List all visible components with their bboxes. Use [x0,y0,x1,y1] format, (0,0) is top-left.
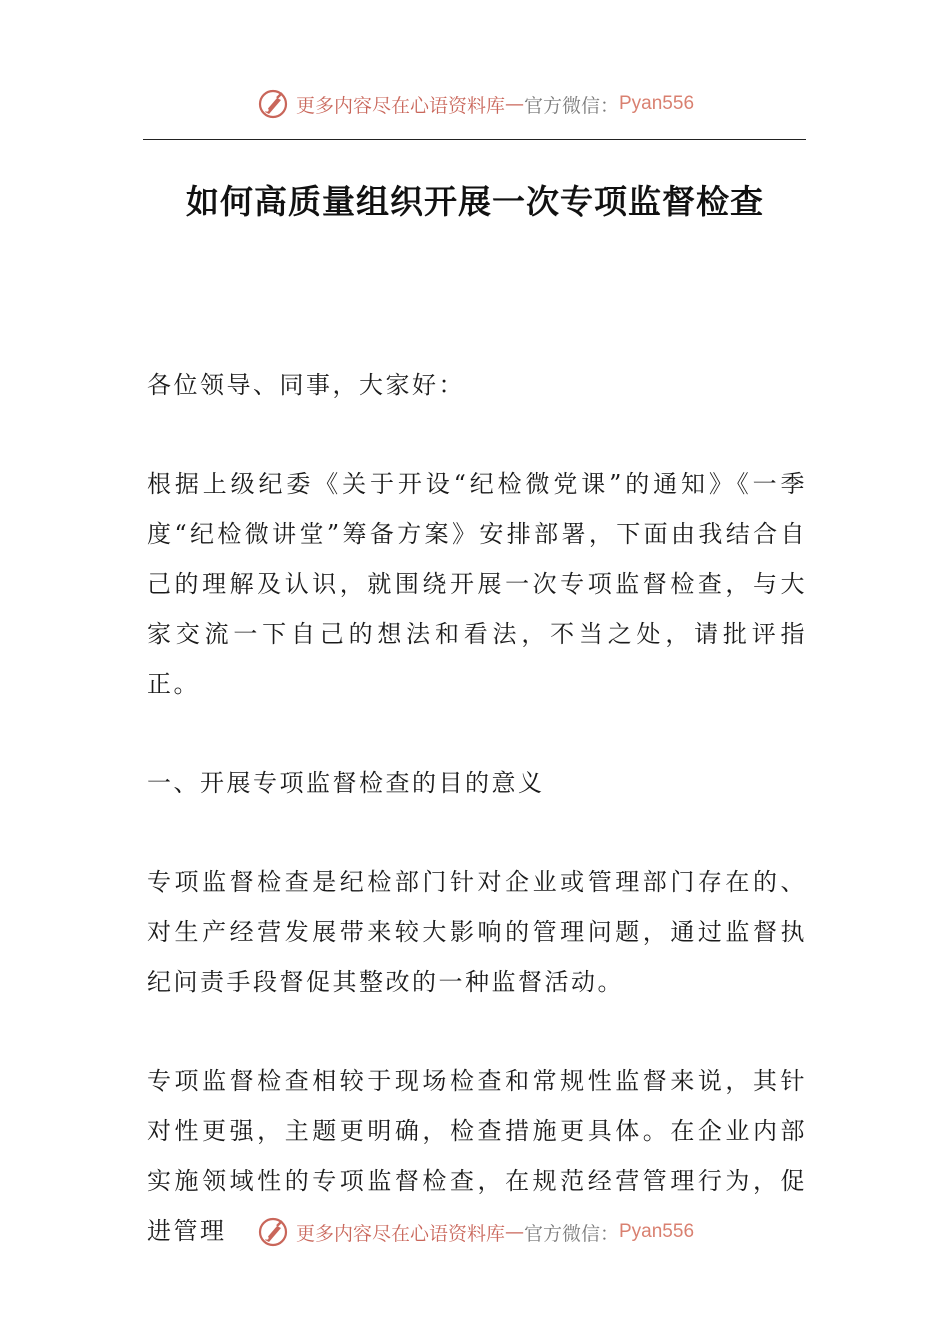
banner-brand: 更多内容尽在心语资料库 [295,1222,505,1245]
banner-wechat-id: Pyan556 [619,93,695,114]
banner-wechat-label: 官方微信： [523,94,619,117]
header-banner [0,84,950,124]
body-paragraph: 专项监督检查是纪检部门针对企业或管理部门存在的、对生产经营发展带来较大影响的管理问题，通过监督执纪问责手段督促其整改的一种监督活动。 [147,868,807,996]
intro-paragraph: 根据上级纪委《关于开设“纪检微党课”的通知》《一季度“纪检微讲堂”筹备方案》安排部署，下面由我结合自己的理解及认识，就围绕开展一次专项监督检查，与大家交流一下自己的想法和看法，不当之处，请批评指正。 [147,470,807,698]
document-body [147,360,807,1256]
banner-dash: — [504,1221,524,1243]
section-heading: 一、开展专项监督检查的目的意义 [147,769,545,797]
banner-dash: — [504,93,524,115]
footer-banner [0,1212,950,1252]
banner-wechat-id: Pyan556 [619,1221,695,1242]
banner-brand: 更多内容尽在心语资料库 [295,94,505,117]
greeting-paragraph: 各位领导、同事，大家好： [147,371,465,399]
pen-nib-circle-icon [256,1215,290,1249]
banner-wechat-label: 官方微信： [523,1222,619,1245]
document-title: 如何高质量组织开展一次专项监督检查 [186,182,764,221]
pen-nib-circle-icon [256,87,290,121]
body-paragraph: 专项监督检查相较于现场检查和常规性监督来说，其针对性更强，主题更明确，检查措施更具体。在企业内部实施领域性的专项监督检查，在规范经营管理行为，促进管理 [147,1067,807,1245]
header-rule [143,139,806,140]
